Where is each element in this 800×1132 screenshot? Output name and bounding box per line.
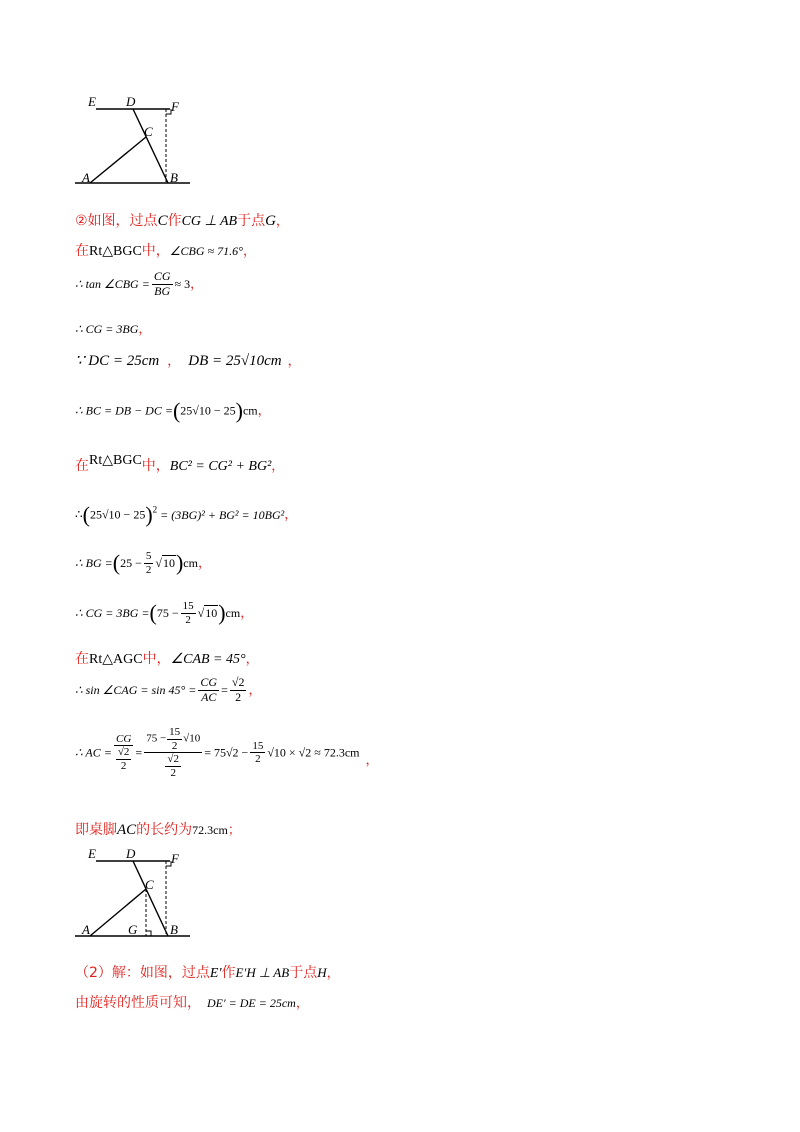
line-10-a: 75 − xyxy=(156,605,179,620)
line-5-b: DB = 25√10cm xyxy=(188,353,282,369)
line-2-mid: 中， xyxy=(141,243,170,259)
line-3-num: CG xyxy=(153,269,171,283)
line-7-pre: 在 xyxy=(75,458,89,474)
line-10-tail: ， xyxy=(240,605,254,621)
line-3-den: BG xyxy=(152,284,173,299)
line-13-fraction-1 xyxy=(114,733,134,773)
line-13-fden: 2 xyxy=(250,752,265,766)
line-11-expr: ∠CAB = 45° xyxy=(170,652,246,667)
label-e: E xyxy=(88,94,96,109)
label-b: B xyxy=(170,922,178,937)
line-6-tail: ， xyxy=(257,403,271,419)
line-14-tail: ； xyxy=(227,823,241,838)
line-12-num1: CG xyxy=(200,675,218,689)
label-c: C xyxy=(144,124,153,139)
line-12-eq: = xyxy=(221,682,228,697)
line-7-tri: Rt△BGC xyxy=(89,453,142,468)
line-13-n2a: 75 − xyxy=(146,732,167,745)
line-12-den1: AC xyxy=(198,690,219,705)
line-13-fnum: 15 xyxy=(252,739,264,752)
line-1-c: C xyxy=(157,213,168,229)
line-9-den: 2 xyxy=(145,563,152,576)
line-3-pre: ∴ tan ∠CBG = xyxy=(75,276,150,291)
line-13-d2a: √2 xyxy=(167,753,179,766)
line-8-post: = (3BG)² + BG² = 10BG² xyxy=(160,507,285,522)
line-11-tail: ， xyxy=(245,652,259,667)
line-13-num1: CG xyxy=(115,732,132,745)
line-14-val: 72.3cm xyxy=(192,823,228,837)
line-2-tail: ， xyxy=(242,244,256,259)
line-9-tail: ， xyxy=(197,555,211,571)
line-13-pre: ∴ AC = xyxy=(75,745,112,760)
line-5-a: ∵ DC = 25cm xyxy=(75,353,160,369)
label-g: G xyxy=(128,922,138,937)
line-1-mid2: 于点 xyxy=(237,213,266,229)
line-14 xyxy=(75,819,241,839)
label-f: F xyxy=(171,99,179,114)
line-9-pre: ∴ BG = xyxy=(75,555,113,570)
line-7-tail: ， xyxy=(271,459,285,474)
line-9-post: cm xyxy=(183,555,198,570)
line-1-g: G xyxy=(265,213,276,229)
line-12-tail: ， xyxy=(248,682,262,698)
line-13-den2 xyxy=(144,752,202,779)
line-4-expr: ∴ CG = 3BG xyxy=(75,322,139,336)
line-11 xyxy=(75,648,259,668)
line-13-n2d: √10 xyxy=(183,732,201,745)
line-13-fraction-2 xyxy=(144,726,202,780)
line-6-post: cm xyxy=(242,403,258,418)
line-ac xyxy=(90,889,146,936)
label-e: E xyxy=(88,846,96,861)
line-5 xyxy=(75,350,301,370)
line-1-text: ②如图，过点 xyxy=(75,213,158,229)
line-12-fraction-1 xyxy=(198,676,219,705)
line-10-rad: 10 xyxy=(205,605,218,620)
line-6: ∴ BC = DB − DC =(25√10 − 25)cm， xyxy=(75,398,271,423)
line-8-paren: 25√10 − 25 xyxy=(89,507,146,522)
line-13-tail2: √10 × √2 ≈ 72.3cm xyxy=(267,745,360,760)
line-5-sep: ， xyxy=(167,354,181,369)
line-10-pre: ∴ CG = 3BG = xyxy=(75,605,150,620)
line-15-text: （2）解：如图，过点 xyxy=(75,965,210,981)
line-9-rad: 10 xyxy=(162,555,175,570)
line-9: ∴ BG =(25 − $\frac{5}{2}$ √10)cm， xyxy=(75,550,211,576)
line-16 xyxy=(75,992,309,1012)
line-13-num2 xyxy=(144,726,202,752)
line-12-fraction-2 xyxy=(230,676,247,705)
line-11-pre: 在 xyxy=(75,651,89,667)
geometry-figure-2 xyxy=(70,842,200,942)
line-13-tail: ， xyxy=(365,753,379,769)
line-15-h: H xyxy=(317,965,327,980)
line-14-pre: 即桌脚 xyxy=(75,822,117,838)
line-3-post: ≈ 3 xyxy=(174,276,191,291)
line-7-expr: BC² = CG² + BG² xyxy=(169,459,272,474)
line-15-mid: 作 xyxy=(221,965,236,981)
line-8-pre: ∴ xyxy=(75,507,83,522)
line-13-den1a: √2 xyxy=(117,746,130,759)
line-9-num: 5 xyxy=(145,550,152,562)
line-2-tri: Rt△BGC xyxy=(89,244,142,259)
line-9-fraction xyxy=(144,550,154,576)
line-1-mid: 作 xyxy=(167,213,182,229)
line-7 xyxy=(75,452,284,475)
line-1 xyxy=(75,210,289,230)
right-angle-mark-g xyxy=(146,931,151,936)
line-8: ∴(25√10 − 25)$^2$ = (3BG)² + BG² = 10BG²， xyxy=(75,502,298,527)
label-c: C xyxy=(145,877,154,892)
line-16-expr: DE′ = DE = 25cm xyxy=(207,996,296,1010)
line-4 xyxy=(75,318,151,338)
line-12 xyxy=(75,676,261,705)
line-15 xyxy=(75,962,340,982)
line-ac xyxy=(90,137,146,183)
line-13-eq1: = xyxy=(135,745,143,760)
label-d: D xyxy=(126,94,136,109)
label-b: B xyxy=(170,170,178,185)
line-10-num: 15 xyxy=(182,600,194,612)
line-1-expr: CG ⊥ AB xyxy=(181,214,238,229)
line-7-mid: 中， xyxy=(141,458,170,474)
line-13-n2b: 15 xyxy=(169,726,181,738)
line-11-tri: Rt△AGC xyxy=(89,652,143,667)
line-10-post: cm xyxy=(225,605,241,620)
line-11-mid: 中， xyxy=(142,651,171,667)
line-13-post: = 75√2 − xyxy=(204,745,249,760)
line-13-fraction-3 xyxy=(250,740,265,766)
line-db xyxy=(133,109,168,183)
line-3-tail: ， xyxy=(190,276,204,292)
label-a: A xyxy=(82,922,90,937)
line-15-tail: ， xyxy=(326,966,340,981)
line-2 xyxy=(75,240,256,260)
line-9-a: 25 − xyxy=(120,555,142,570)
line-14-ac: AC xyxy=(117,822,137,838)
line-15-mid2: 于点 xyxy=(289,965,318,981)
line-13-den1 xyxy=(114,745,134,772)
line-16-tail: ， xyxy=(295,996,309,1011)
line-10-den: 2 xyxy=(181,613,196,627)
line-6-pre: ∴ BC = DB − DC = xyxy=(75,403,173,418)
line-6-paren: 25√10 − 25 xyxy=(180,403,236,418)
line-15-expr: E′H ⊥ AB xyxy=(235,965,290,980)
line-2-expr: ∠CBG ≈ 71.6° xyxy=(169,244,243,258)
line-14-mid: 的长约为 xyxy=(136,822,193,838)
line-13 xyxy=(75,726,379,780)
line-13-d2b: 2 xyxy=(165,766,181,780)
line-8-tail: ， xyxy=(284,507,298,523)
label-d: D xyxy=(126,846,136,861)
line-12-den2: 2 xyxy=(230,690,247,705)
line-12-num2: √2 xyxy=(231,675,245,689)
line-5-tail: ， xyxy=(287,354,301,369)
line-16-text: 由旋转的性质可知， xyxy=(75,995,201,1011)
line-1-tail: ， xyxy=(275,214,289,229)
line-12-pre: ∴ sin ∠CAG = sin 45° = xyxy=(75,682,197,697)
line-15-e: E′ xyxy=(209,966,222,981)
line-13-den1b: 2 xyxy=(116,759,132,773)
line-3 xyxy=(75,270,203,299)
label-f: F xyxy=(171,851,179,866)
line-3-fraction xyxy=(152,270,173,299)
line-10: ∴ CG = 3BG =(75 − $\frac{15}{2}$ √10)cm， xyxy=(75,600,254,626)
line-db xyxy=(133,861,168,936)
line-2-pre: 在 xyxy=(75,243,89,259)
line-13-n2c: 2 xyxy=(167,739,182,753)
line-8-exp: 2 xyxy=(152,504,158,515)
line-4-tail: ， xyxy=(138,322,152,337)
line-10-fraction xyxy=(181,600,196,626)
label-a: A xyxy=(82,170,90,185)
geometry-figure-1 xyxy=(70,92,200,192)
